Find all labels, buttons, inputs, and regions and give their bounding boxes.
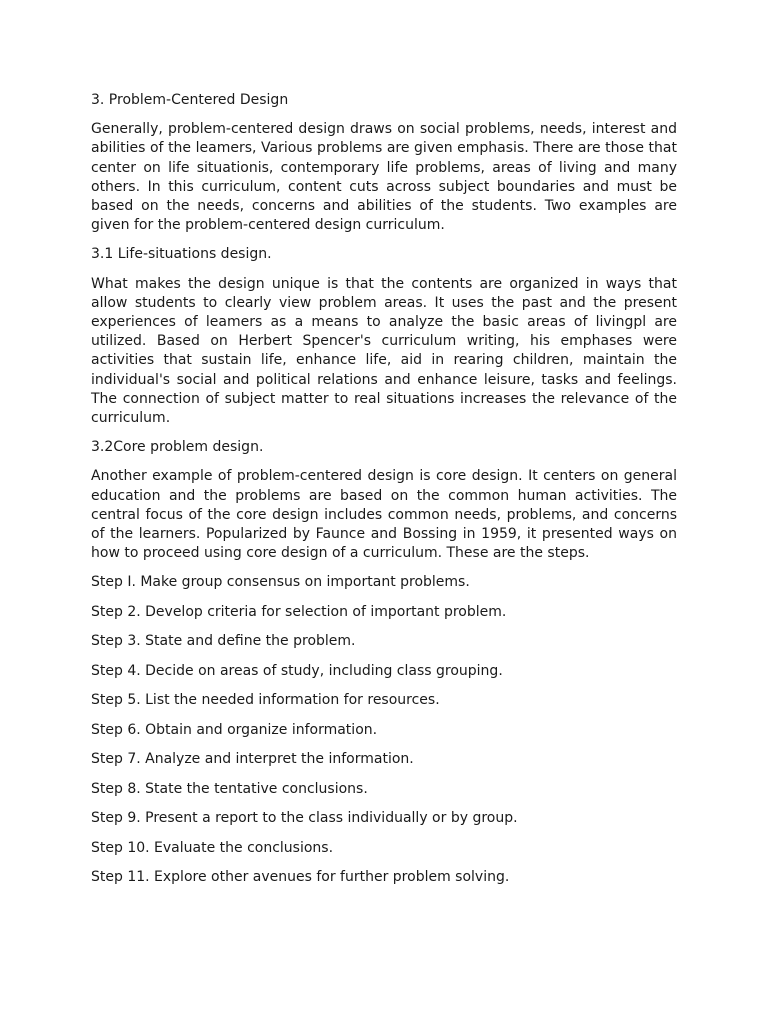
step-item: Step 2. Develop criteria for selection of important problem.: [91, 603, 507, 620]
subsection-1-title: 3.1 Life-situations design.: [91, 246, 272, 263]
step-item: Step 11. Explore other avenues for further problem solving.: [91, 869, 510, 886]
section-title: 3. Problem-Centered Design: [91, 92, 289, 108]
subsection-2-title: 3.2Core problem design.: [91, 439, 264, 456]
step-item: Step 3. State and define the problem.: [91, 633, 356, 650]
subsection-1-paragraph: What makes the design unique is that the contents are organized in ways that allow students to clearly view problem areas. It uses the past and the present experiences of leamers as a means to analyze the basic areas of livingpl are utilized. Based on Herbert Spencer's curriculum writing, his emphases were activities that sustain life, enhance life, aid in rearing children, maintain the individual's social and political relations and enhance leisure, tasks and feelings. The connection of subject matter to real situations increases the relevance of the curriculum.: [91, 275, 677, 427]
step-item: Step I. Make group consensus on important problems.: [91, 574, 470, 591]
document-page: [91, 91, 677, 898]
step-item: Step 5. List the needed information for resources.: [91, 692, 440, 709]
step-item: Step 10. Evaluate the conclusions.: [91, 839, 334, 856]
steps-list: [91, 573, 677, 887]
step-item: Step 6. Obtain and organize information.: [91, 721, 378, 738]
step-item: Step 8. State the tentative conclusions.: [91, 780, 368, 797]
step-item: Step 7. Analyze and interpret the information.: [91, 751, 414, 768]
intro-paragraph: Generally, problem-centered design draws on social problems, needs, interest and abilities of the leamers, Various problems are given emphasis. There are those that center on life situationis, contemporary life problems, areas of living and many others. In this curriculum, content cuts across subject boundaries and must be based on the needs, concerns and abilities of the students. Two examples are given for the problem-centered design curriculum.: [91, 121, 677, 234]
step-item: Step 9. Present a report to the class individually or by group.: [91, 810, 518, 827]
step-item: Step 4. Decide on areas of study, including class grouping.: [91, 662, 503, 679]
subsection-2-paragraph: Another example of problem-centered design is core design. It centers on general education and the problems are based on the common human activities. The central focus of the core design includes common needs, problems, and concerns of the learners. Popularized by Faunce and Bossing in 1959, it presented ways on how to proceed using core design of a curriculum. These are the steps.: [91, 468, 677, 562]
